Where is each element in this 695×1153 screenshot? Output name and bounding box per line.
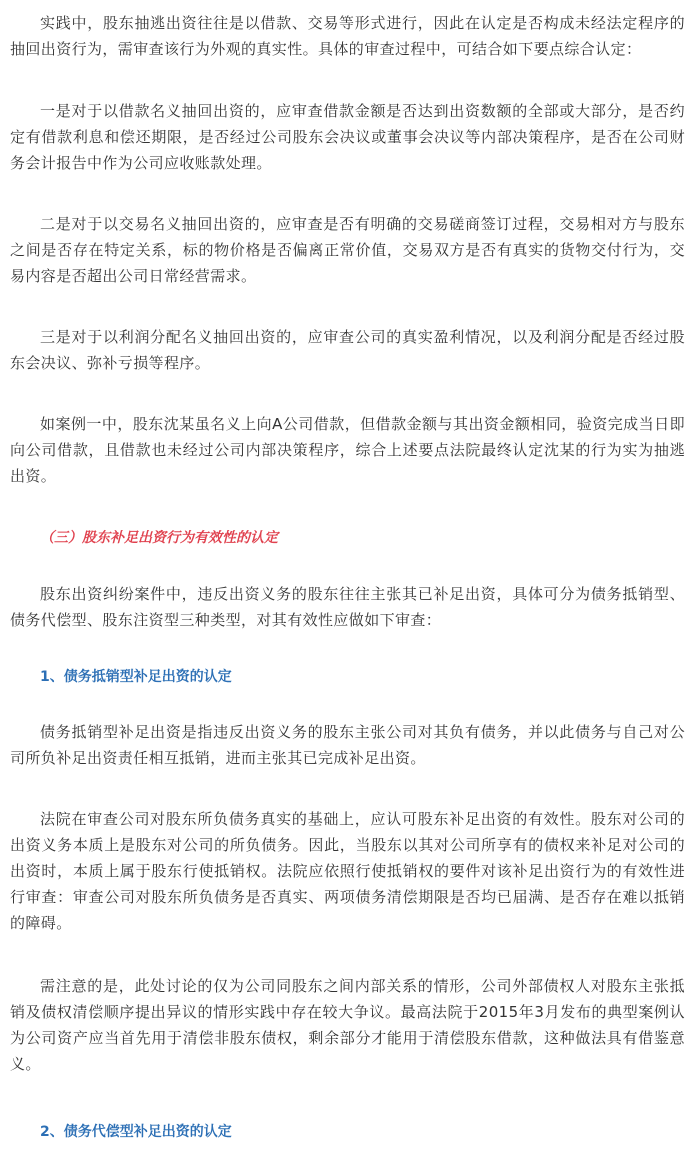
subheading-debt-offset: 1、债务抵销型补足出资的认定	[40, 669, 232, 685]
paragraph-profit-review: 三是对于以利润分配名义抽回出资的，应审查公司的真实盈利情况，以及利润分配是否经过股东会决议、弥补亏损等程序。	[10, 328, 685, 372]
paragraph-court-review: 法院在审查公司对股东所负债务真实的基础上，应认可股东补足出资的有效性。股东对公司的出资义务本质上是股东对公司的所负债务。因此，当股东以其对公司所享有的债权来补足对公司的出资时，本质上属于股东行使抵销权。法院应依照行使抵销权的要件对该补足出资行为的有效性进行审查：审查公司对股东所负债务是否真实、两项债务清偿期限是否均已届满、是否存在难以抵销的障碍。	[10, 810, 685, 932]
paragraph-note: 需注意的是，此处讨论的仅为公司同股东之间内部关系的情形，公司外部债权人对股东主张抵销及债权清偿顺序提出异议的情形实践中存在较大争议。最高法院于2015年3月发布的典型案例认为公司资产应当首先用于清偿非股东债权，剩余部分才能用于清偿股东借款，这种做法具有借鉴意义。	[10, 977, 685, 1073]
paragraph-practice: 实践中，股东抽逃出资往往是以借款、交易等形式进行，因此在认定是否构成未经法定程序的抽回出资行为，需审查该行为外观的真实性。具体的审查过程中，可结合如下要点综合认定：	[10, 14, 685, 58]
section-heading-three: （三）股东补足出资行为有效性的认定	[40, 530, 278, 546]
paragraph-transaction-review: 二是对于以交易名义抽回出资的，应审查是否有明确的交易磋商签订过程，交易相对方与股东之间是否存在特定关系，标的物价格是否偏离正常价值，交易双方是否有真实的货物交付行为，交易内容是否超出公司日常经营需求。	[10, 215, 685, 285]
subheading-debt-substitution: 2、债务代偿型补足出资的认定	[40, 1124, 232, 1140]
paragraph-case-one: 如案例一中，股东沈某虽名义上向A公司借款，但借款金额与其出资金额相同，验资完成当日即向公司借款，且借款也未经过公司内部决策程序，综合上述要点法院最终认定沈某的行为实为抽逃出资。	[10, 415, 685, 485]
paragraph-debt-offset-definition: 债务抵销型补足出资是指违反出资义务的股东主张公司对其负有债务，并以此债务与自己对公司所负补足出资责任相互抵销，进而主张其已完成补足出资。	[10, 723, 685, 767]
paragraph-supplement-types: 股东出资纠纷案件中，违反出资义务的股东往往主张其已补足出资，具体可分为债务抵销型、债务代偿型、股东注资型三种类型，对其有效性应做如下审查：	[10, 585, 685, 629]
paragraph-loan-review: 一是对于以借款名义抽回出资的，应审查借款金额是否达到出资数额的全部或大部分，是否约定有借款利息和偿还期限，是否经过公司股东会决议或董事会决议等内部决策程序，是否在公司财务会计报告中作为公司应收账款处理。	[10, 102, 685, 172]
